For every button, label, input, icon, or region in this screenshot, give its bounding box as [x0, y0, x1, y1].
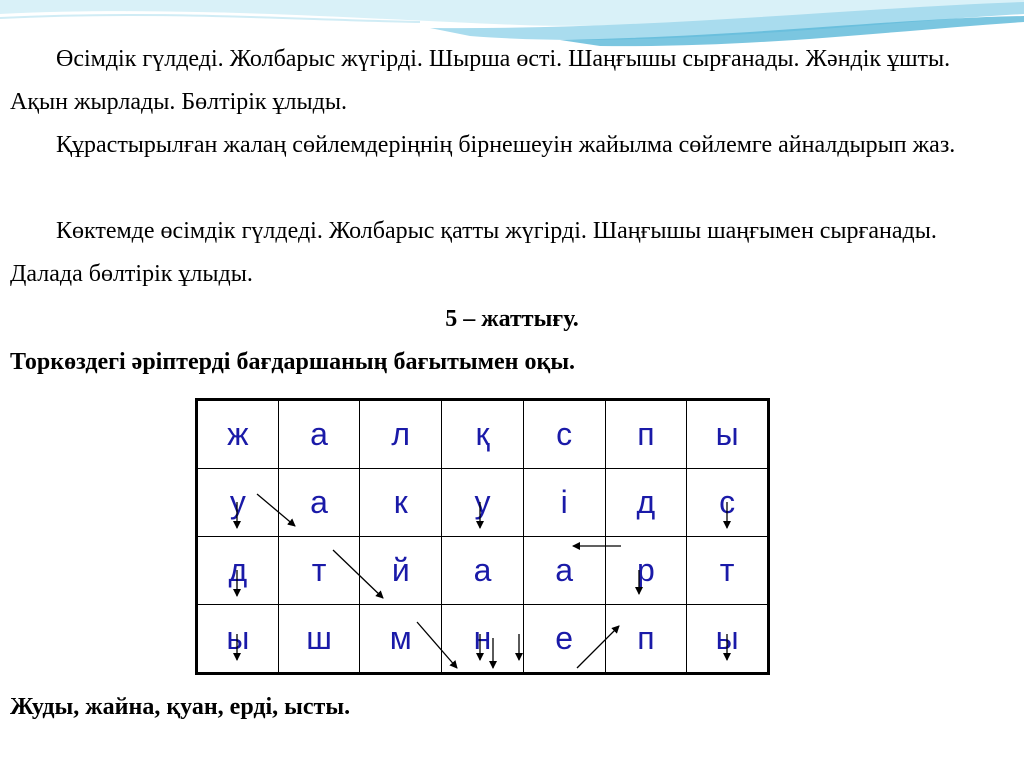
grid-cell: а: [442, 537, 524, 605]
answer-words: Жуды, жайна, қуан, ерді, ысты.: [10, 694, 351, 720]
grid-row: [197, 537, 769, 605]
grid-cell: п: [605, 605, 687, 674]
grid-row: [197, 469, 769, 537]
grid-cell: ы: [687, 400, 769, 469]
grid-cell: ш: [278, 605, 360, 674]
grid-row: [197, 605, 769, 674]
grid-cell: а: [523, 537, 605, 605]
grid-cell: а: [278, 400, 360, 469]
grid-cell: д: [197, 537, 279, 605]
paragraph-simple-sentences: Өсімдік гүлдеді. Жолбарыс жүгірді. Шырша өсті. Шаңғышы сырғанады. Жәндік ұшты. Ақын жырлады. Бөлтірік ұлыды.: [10, 46, 951, 115]
grid-cell: а: [278, 469, 360, 537]
grid-row: [197, 400, 769, 469]
grid-cell: т: [687, 537, 769, 605]
grid-cell: н: [442, 605, 524, 674]
grid-cell: у: [442, 469, 524, 537]
exercise-instruction: Торкөздегі әріптерді бағдаршаның бағытымен оқы.: [10, 349, 576, 375]
grid-cell: і: [523, 469, 605, 537]
grid-cell: д: [605, 469, 687, 537]
grid-cell: к: [360, 469, 442, 537]
grid-cell: с: [687, 469, 769, 537]
grid-cell: р: [605, 537, 687, 605]
grid-cell: у: [197, 469, 279, 537]
letter-grid-table: [195, 398, 770, 675]
grid-cell: л: [360, 400, 442, 469]
grid-cell: п: [605, 400, 687, 469]
grid-cell: й: [360, 537, 442, 605]
paragraph-task: Құрастырылған жалаң сөйлемдеріңнің бірнешеуін жайылма сөйлемге айналдырып жаз.: [56, 132, 956, 158]
grid-cell: ы: [197, 605, 279, 674]
exercise-title: 5 – жаттығу.: [445, 306, 579, 332]
letter-grid: [195, 398, 770, 675]
grid-cell: с: [523, 400, 605, 469]
grid-cell: ж: [197, 400, 279, 469]
grid-cell: т: [278, 537, 360, 605]
grid-cell: қ: [442, 400, 524, 469]
paragraph-extended-sentences: Көктемде өсімдік гүлдеді. Жолбарыс қатты жүгірді. Шаңғышы шаңғымен сырғанады. Далада бөлтірік ұлыды.: [10, 218, 937, 287]
grid-cell: е: [523, 605, 605, 674]
grid-cell: м: [360, 605, 442, 674]
grid-cell: ы: [687, 605, 769, 674]
